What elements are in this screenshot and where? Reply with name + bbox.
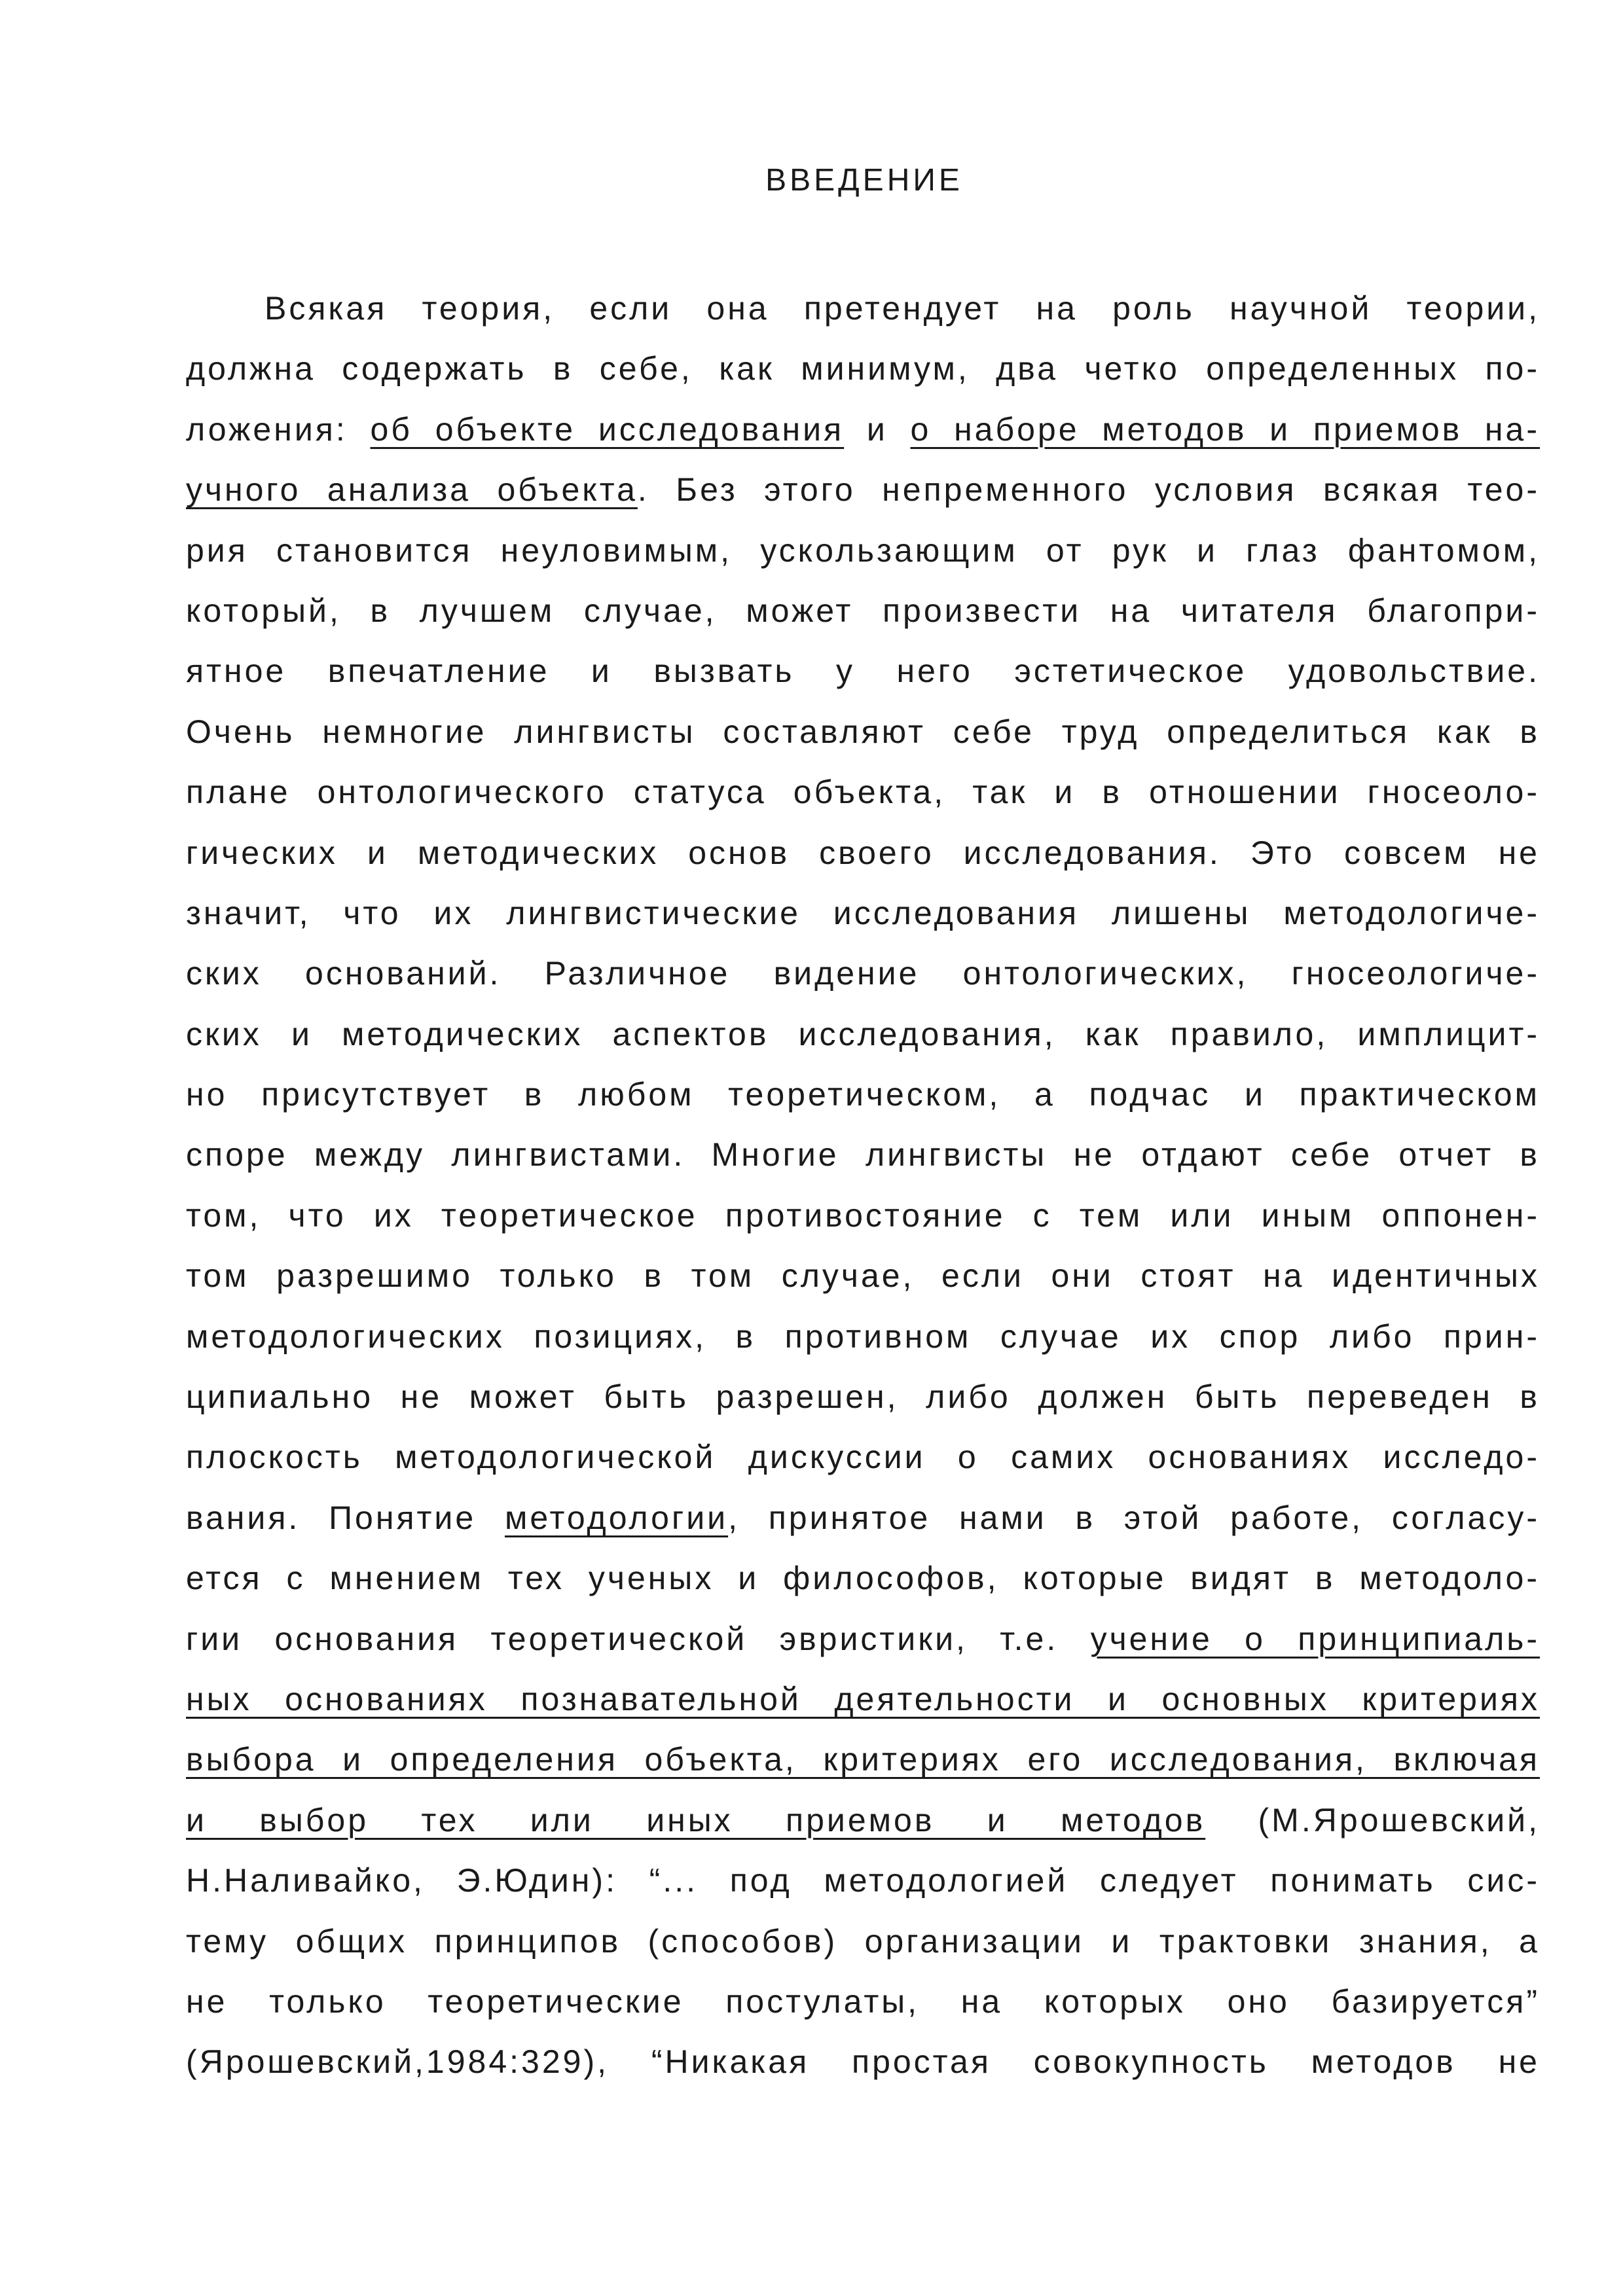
- text-segment: ских и методических аспектов исследования, как правило, имплицит-: [186, 1015, 1540, 1052]
- text-line: [186, 1306, 1540, 1367]
- text-line: [186, 762, 1540, 822]
- underlined-text: ных основаниях познавательной деятельности и основных критериях: [186, 1680, 1540, 1717]
- text-segment: (М.Ярошевский,: [1205, 1801, 1540, 1839]
- text-segment: ципиально не может быть разрешен, либо должен быть переведен в: [186, 1378, 1540, 1416]
- text-segment: тему общих принципов (способов) организации и трактовки знания, а: [186, 1922, 1540, 1960]
- text-line: [186, 1246, 1540, 1306]
- text-segment: значит, что их лингвистические исследования лишены методологиче-: [186, 894, 1540, 931]
- page-title: ВВЕДЕНИЕ: [765, 163, 963, 198]
- underlined-text: методологии: [504, 1499, 729, 1536]
- text-line: [186, 641, 1540, 701]
- text-line: [186, 338, 1540, 399]
- underlined-text: о наборе методов и приемов на-: [910, 410, 1540, 448]
- text-line: [186, 702, 1540, 762]
- text-segment: ских оснований. Различное видение онтологических, гносеологиче-: [186, 955, 1540, 992]
- text-line: [186, 1911, 1540, 1971]
- text-line: [186, 1669, 1540, 1729]
- text-line: [186, 823, 1540, 883]
- text-segment: том, что их теоретическое противостояние с тем или иным оппонен-: [186, 1196, 1540, 1234]
- text-segment: гических и методических основ своего исследования. Это совсем не: [186, 834, 1540, 871]
- text-segment: ется с мнением тех ученых и философов, которые видят в методоло-: [186, 1560, 1540, 1597]
- text-line: [186, 520, 1540, 581]
- text-line: [186, 1729, 1540, 1789]
- text-line: [186, 1488, 1540, 1548]
- text-segment: споре между лингвистами. Многие лингвисты не отдают себе отчет в: [186, 1136, 1540, 1174]
- underlined-text: учение о принципиаль-: [1090, 1620, 1540, 1657]
- text-segment: который, в лучшем случае, может произвести на читателя благопри-: [186, 592, 1540, 629]
- text-segment: но присутствует в любом теоретическом, а подчас и практическом: [186, 1076, 1540, 1113]
- text-segment: плоскость методологической дискуссии о самих основаниях исследо-: [186, 1439, 1540, 1476]
- text-line: [186, 1609, 1540, 1669]
- text-segment: методологических позициях, в противном случае их спор либо прин-: [186, 1318, 1540, 1355]
- text-line: [186, 1850, 1540, 1910]
- text-segment: должна содержать в себе, как минимум, два четко определенных по-: [186, 350, 1540, 387]
- text-segment: . Без этого непременного условия всякая тео-: [637, 471, 1540, 509]
- text-line: [186, 1548, 1540, 1608]
- text-segment: не только теоретические постулаты, на которых оно базируется”: [186, 1982, 1540, 2020]
- text-segment: , принятое нами в этой работе, согласу-: [728, 1499, 1540, 1536]
- text-segment: вания. Понятие: [186, 1499, 505, 1536]
- text-line: [186, 1971, 1540, 2032]
- text-line: [186, 943, 1540, 1003]
- underlined-text: и выбор тех или иных приемов и методов: [186, 1801, 1206, 1839]
- underlined-text: выбора и определения объекта, критериях его исследования, включая: [186, 1741, 1540, 1778]
- underlined-text: об объекте исследования: [370, 410, 845, 448]
- text-segment: плане онтологического статуса объекта, так и в отношении гносеоло-: [186, 774, 1540, 811]
- text-segment: рия становится неуловимым, ускользающим от рук и глаз фантомом,: [186, 531, 1540, 569]
- text-line: [186, 883, 1540, 943]
- text-line: [186, 1064, 1540, 1124]
- text-segment: том разрешимо только в том случае, если они стоят на идентичных: [186, 1257, 1540, 1295]
- text-line: [186, 399, 1540, 459]
- text-line: [186, 459, 1540, 520]
- text-segment: (Ярошевский,1984:329), “Никакая простая совокупность методов не: [186, 2043, 1540, 2081]
- text-segment: ложения:: [186, 410, 371, 448]
- text-segment: Н.Наливайко, Э.Юдин): “... под методологией следует понимать сис-: [186, 1862, 1540, 1899]
- text-line: [186, 1790, 1540, 1850]
- text-line: [186, 1427, 1540, 1487]
- underlined-text: учного анализа объекта: [186, 471, 638, 509]
- text-line: [186, 1367, 1540, 1427]
- text-line: [186, 2032, 1540, 2092]
- text-line: [186, 1124, 1540, 1185]
- text-line: [186, 581, 1540, 641]
- text-segment: Очень немногие лингвисты составляют себе труд определиться как в: [186, 713, 1540, 750]
- text-line: [186, 278, 1540, 338]
- text-segment: Всякая теория, если она претендует на роль научной теории,: [264, 290, 1540, 327]
- text-line: [186, 1004, 1540, 1064]
- text-segment: ятное впечатление и вызвать у него эстетическое удовольствие.: [186, 653, 1540, 690]
- text-line: [186, 1185, 1540, 1246]
- text-segment: и: [844, 410, 911, 448]
- text-segment: гии основания теоретической эвристики, т.е.: [186, 1620, 1091, 1657]
- body-paragraph: [186, 278, 1540, 2092]
